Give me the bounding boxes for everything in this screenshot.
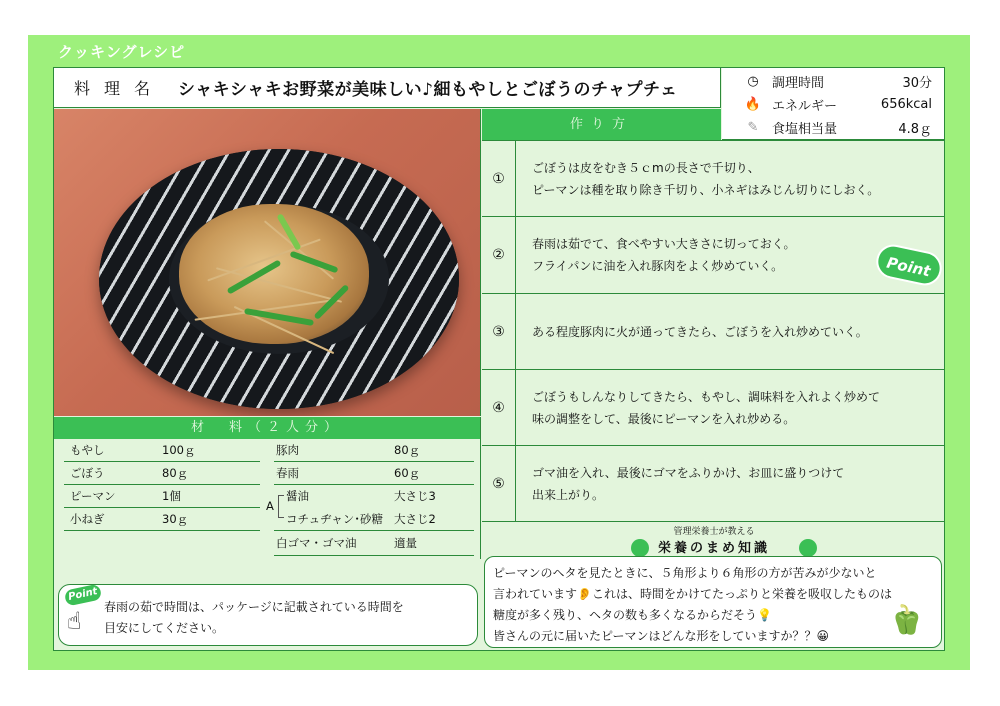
material-qty: 適量 (394, 536, 417, 550)
nutrition-box (484, 556, 942, 648)
material-item (272, 532, 474, 554)
material-item (272, 439, 474, 461)
info-value: 656kcal (880, 96, 932, 112)
step-text: ピーマンは種を取り除き千切り、小ネギはみじん切りにしおく。 (532, 182, 880, 197)
dish-label: 料理名 (74, 79, 165, 98)
material-qty: 80ｇ (394, 443, 421, 457)
step-row (482, 217, 944, 294)
point-note-line: 目安にしてください。 (104, 621, 225, 635)
info-energy (722, 93, 944, 115)
point-tag: Point (873, 242, 945, 289)
step-row (482, 446, 944, 522)
material-qty: 1個 (162, 489, 181, 503)
info-salt (722, 116, 944, 138)
card-title: クッキングレシピ (58, 43, 186, 61)
point-note (58, 584, 478, 646)
step-row (482, 370, 944, 446)
material-qty: 60ｇ (394, 466, 421, 480)
hand-icon: ☝ (67, 607, 82, 635)
nutrition-line: ピーマンのヘタを見たときに、５角形より６角形の方が苦みが少ないと (493, 566, 877, 580)
material-item (54, 462, 242, 484)
dish-name-bar (54, 68, 721, 108)
step-text: ある程度豚肉に火が通ってきたら、ごぼうを入れ炒めていく。 (532, 324, 868, 339)
material-item (272, 462, 474, 484)
dish-photo (54, 109, 481, 416)
dish-name: シャキシャキお野菜が美味しい♪細もやしとごぼうのチャプチェ (178, 80, 678, 100)
step-number: ③ (482, 294, 516, 369)
material-name: コチュヂャン･砂糖 (286, 512, 384, 526)
materials-header: 材 料（２人分） (54, 417, 481, 439)
step-text: 味の調整をして、最後にピーマンを入れ炒める。 (532, 411, 796, 426)
material-item (54, 439, 242, 461)
material-qty: 80ｇ (162, 466, 189, 480)
info-label: エネルギー (772, 98, 838, 114)
nutrition-line: 言われています👂これは、時間をかけてたっぷりと栄養を吸収したものは (493, 587, 892, 601)
material-item (272, 485, 474, 507)
material-name: 豚肉 (276, 443, 299, 457)
material-name: 小ねぎ (70, 512, 105, 526)
point-note-line: 春雨の茹で時間は、パッケージに記載されている時間を (104, 600, 404, 614)
material-qty: 100ｇ (162, 443, 196, 457)
material-item (272, 508, 474, 530)
step-number: ① (482, 141, 516, 216)
nutrition-line: 糖度が多く残り、ヘタの数も多くなるからだそう💡 (493, 608, 772, 622)
chapchae-food (179, 204, 369, 344)
point-badge: Point (64, 583, 103, 606)
recipe-info (722, 68, 944, 140)
step-text: 出来上がり。 (532, 487, 605, 502)
step-number: ② (482, 217, 516, 293)
material-qty: 大さじ2 (394, 512, 436, 526)
info-value: 4.8ｇ (898, 121, 932, 137)
material-name: ピーマン (70, 489, 116, 503)
material-item (54, 485, 242, 507)
recipe-panel (53, 67, 945, 651)
step-text: フライパンに油を入れ豚肉をよく炒めていく。 (532, 259, 784, 273)
bell-pepper-icon: 🫑 (889, 603, 924, 636)
step-row (482, 140, 944, 217)
nutrition-title: 栄養のまめ知識 (657, 541, 770, 556)
step-number: ⑤ (482, 446, 516, 521)
salt-icon: ✎ (747, 119, 759, 135)
clock-icon: ◷ (747, 73, 759, 89)
material-qty: 30ｇ (162, 512, 189, 526)
method-header: 作り方 (482, 109, 721, 140)
flame-icon: 🔥 (744, 96, 762, 112)
material-item (54, 508, 242, 530)
info-label: 調理時間 (772, 75, 825, 91)
info-value: 30分 (902, 75, 932, 91)
info-cook-time (722, 70, 944, 92)
recipe-card (28, 35, 970, 670)
material-qty: 大さじ3 (394, 489, 436, 503)
step-text: ゴマ油を入れ、最後にゴマをふりかけ、お皿に盛りつけて (532, 465, 845, 480)
material-name: 白ゴマ・ゴマ油 (276, 536, 357, 550)
nutrition-subtitle: 管理栄養士が教える (673, 527, 755, 537)
info-label: 食塩相当量 (772, 121, 838, 137)
method-steps (482, 140, 944, 521)
step-text: ごぼうは皮をむき５ｃmの長さで千切り、 (532, 160, 760, 175)
material-name: 醤油 (286, 489, 309, 503)
material-name: もやし (70, 443, 105, 457)
step-number: ④ (482, 370, 516, 445)
material-name: ごぼう (70, 466, 105, 480)
nutrition-line: 皆さんの元に届いたピーマンはどんな形をしていますか？？😀 (493, 629, 830, 643)
step-row (482, 294, 944, 370)
step-text: 春雨は茹でて、食べやすい大きさに切っておく。 (532, 237, 796, 251)
group-label: A (266, 499, 274, 513)
materials-table (54, 439, 481, 559)
step-text: ごぼうもしんなりしてきたら、もやし、調味料を入れよく炒めて (532, 389, 881, 404)
material-name: 春雨 (276, 466, 299, 480)
